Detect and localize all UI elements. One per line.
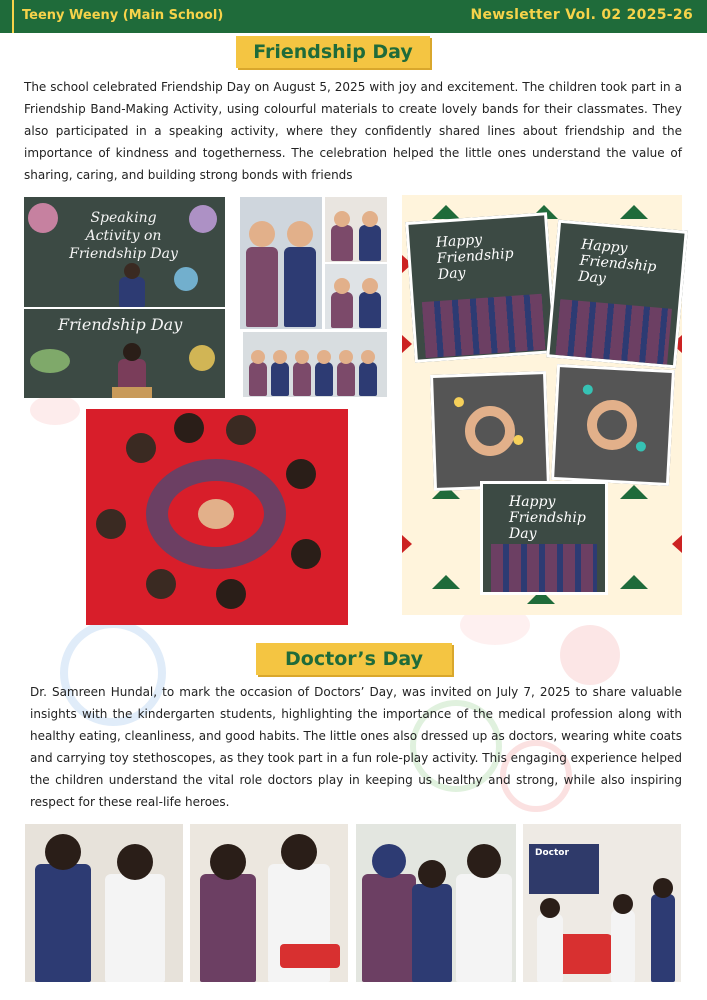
doctor-roleplay-photo-3	[356, 824, 516, 982]
red-triangle-decoration	[402, 535, 412, 553]
happy-friendship-board-photo-1	[405, 212, 556, 363]
happy-friendship-board-photo-2	[546, 220, 688, 369]
newsletter-header	[0, 0, 707, 33]
friendship-bands-hands-photo-2	[551, 364, 675, 486]
background-doodle	[30, 395, 80, 425]
doctors-day-title	[256, 643, 452, 675]
board-friendship-text: Friendship Day	[58, 315, 183, 334]
doctor-roleplay-photo-1	[25, 824, 183, 982]
friendship-bands-hands-photo-1	[430, 371, 550, 491]
flower-decoration	[174, 267, 198, 291]
doctor-roleplay-photo-4	[523, 824, 681, 982]
hands-center	[198, 499, 234, 529]
child-head-circle	[96, 509, 126, 539]
friendship-day-title-text: Friendship Day	[253, 41, 413, 63]
child-head-circle	[286, 459, 316, 489]
board-happy-text: Happy Friendship Day	[435, 231, 515, 283]
tree-decoration	[620, 485, 648, 499]
child-speaker	[119, 277, 145, 307]
child-head-circle	[291, 539, 321, 569]
tree-decoration	[432, 575, 460, 589]
child-head-circle	[174, 413, 204, 443]
friendship-day-title	[236, 36, 430, 68]
children-band-photo-1	[240, 197, 322, 329]
tree-decoration	[620, 205, 648, 219]
school-name: Teeny Weeny (Main School)	[22, 8, 224, 23]
doctor-board	[529, 844, 599, 894]
doctors-day-paragraph: Dr. Samreen Hundal, to mark the occasion of Doctors’ Day, was invited on July 7, 2025 to share valuable insights with the kindergarten students, highlighting the importance of the medical profession along with healthy eating, cleanliness, and good habits. The little ones also dressed up as doctors, wearing white coats and carrying toy stethoscopes, as they took part in a fun role-play activity. This engaging experience helped the children understand the vital role doctors play in keeping us healthy and strong, while also inspiring respect for these real-life heroes.	[30, 685, 682, 809]
child-head-circle	[146, 569, 176, 599]
flower-decoration	[28, 203, 58, 233]
friendship-day-paragraph: The school celebrated Friendship Day on August 5, 2025 with joy and excitement. The children took part in a Friendship Band-Making Activity, using colourful materials to create lovely bands for their classmates. They also participated in a speaking activity, where they confidently shared lines about friendship and the importance of kindness and togetherness. The celebration helped the little ones understand the value of sharing, caring, and building strong bonds with friends	[24, 80, 682, 182]
friendship-photo-frame	[402, 195, 682, 615]
speaking-activity-photo-bottom	[24, 309, 225, 398]
children-group-photo	[243, 332, 387, 397]
doctors-day-title-text: Doctor’s Day	[285, 648, 423, 670]
tree-decoration	[432, 205, 460, 219]
doctor-board-label: Doctor	[535, 848, 569, 858]
children-band-photo-2	[325, 197, 387, 262]
flower-decoration	[189, 205, 217, 233]
child-head-circle	[216, 579, 246, 609]
background-doodle	[560, 625, 620, 685]
board-happy-text: Happy Friendship Day	[509, 494, 586, 542]
happy-friendship-board-photo-3	[480, 481, 608, 595]
flower-decoration	[30, 349, 70, 373]
doctor-roleplay-photo-2	[190, 824, 348, 982]
board-speaking-text: Speaking Activity on Friendship Day	[69, 210, 178, 262]
tree-decoration	[620, 575, 648, 589]
podium	[112, 387, 152, 398]
speaking-activity-photo-top	[24, 197, 225, 307]
children-band-photo-3	[325, 264, 387, 329]
child-head-circle	[226, 415, 256, 445]
child-head-circle	[126, 433, 156, 463]
children-circle-photo	[86, 409, 348, 625]
flower-decoration	[189, 345, 215, 371]
board-happy-text: Happy Friendship Day	[577, 236, 657, 287]
red-triangle-decoration	[402, 335, 412, 353]
header-tab-decoration	[4, 0, 14, 33]
red-triangle-decoration	[672, 535, 682, 553]
newsletter-volume: Newsletter Vol. 02 2025-26	[470, 7, 693, 23]
